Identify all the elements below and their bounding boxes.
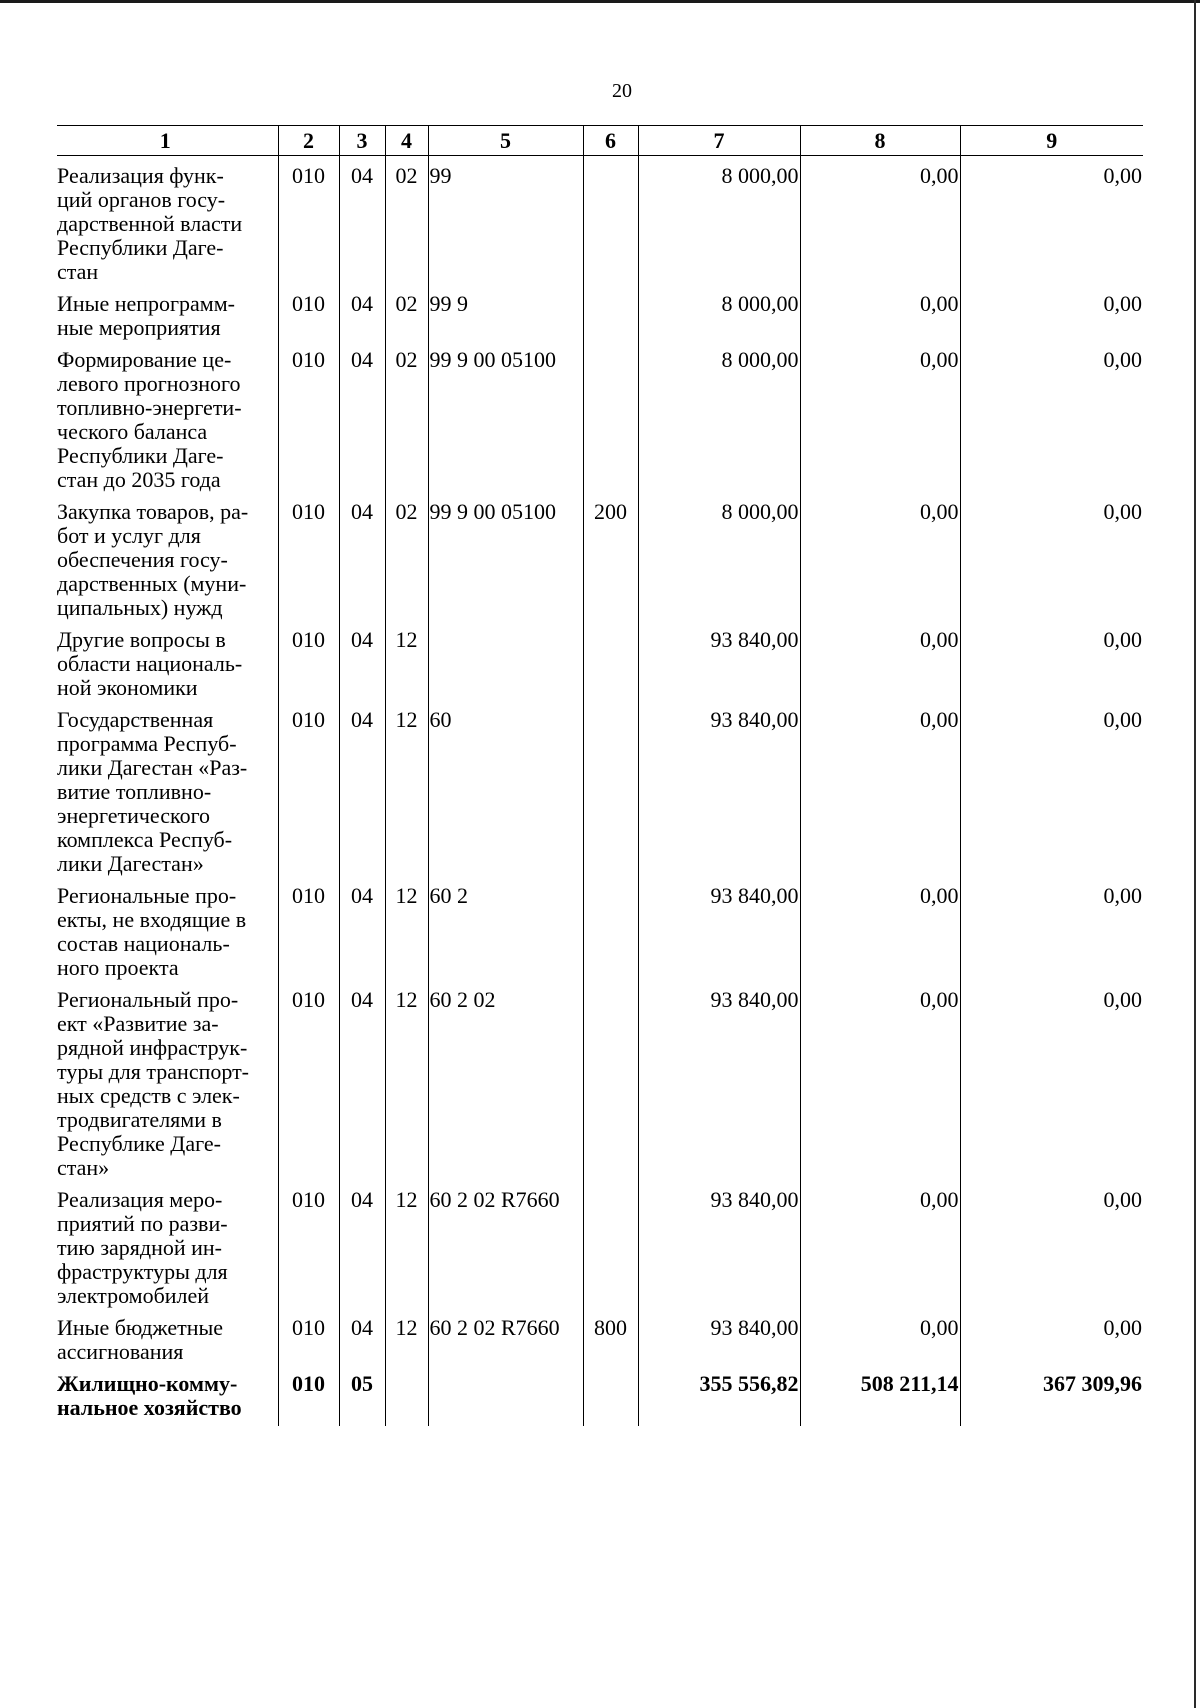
amount-cell-8: 0,00 bbox=[800, 620, 960, 700]
code-cell-2: 010 bbox=[278, 876, 339, 980]
row-name-cell: Формирование це- левого прогнозного топливно-энергети- ческого баланса Республики Даге- стан до 2035 года bbox=[57, 347, 242, 492]
expense-type-cell: 200 bbox=[583, 492, 638, 620]
expense-type-cell bbox=[583, 1180, 638, 1308]
section-cell: 04 bbox=[339, 284, 385, 340]
code-cell-2: 010 bbox=[278, 284, 339, 340]
amount-cell-7: 93 840,00 bbox=[638, 700, 800, 876]
row-name-cell: Реализация функ- ций органов госу- дарственной власти Республики Даге- стан bbox=[57, 163, 243, 284]
amount-cell-7: 8 000,00 bbox=[638, 156, 800, 285]
code-cell-2: 010 bbox=[278, 1308, 339, 1364]
table-row bbox=[57, 620, 1143, 700]
code-cell-2: 010 bbox=[278, 980, 339, 1180]
table-row bbox=[57, 492, 1143, 620]
amount-cell-8: 0,00 bbox=[800, 284, 960, 340]
subsection-cell: 12 bbox=[385, 700, 428, 876]
amount-cell-7: 93 840,00 bbox=[638, 1180, 800, 1308]
subsection-cell: 12 bbox=[385, 1180, 428, 1308]
target-article-cell: 60 2 02 bbox=[428, 980, 583, 1180]
row-name-cell: Закупка товаров, ра- бот и услуг для обеспечения госу- дарственных (муни- ципальных) нужд bbox=[57, 499, 249, 620]
amount-cell-8: 0,00 bbox=[800, 876, 960, 980]
target-article-cell: 99 9 00 05100 bbox=[428, 340, 583, 492]
target-article-cell: 99 bbox=[428, 156, 583, 285]
subsection-cell: 02 bbox=[385, 284, 428, 340]
subsection-cell: 02 bbox=[385, 156, 428, 285]
row-name-cell: Региональные про- екты, не входящие в состав националь- ного проекта bbox=[57, 883, 247, 980]
code-cell-2: 010 bbox=[278, 340, 339, 492]
subsection-cell bbox=[385, 1364, 428, 1426]
page-number: 20 bbox=[612, 80, 632, 102]
amount-cell-7: 8 000,00 bbox=[638, 492, 800, 620]
code-cell-2: 010 bbox=[278, 156, 339, 285]
row-name-cell: Иные бюджетные ассигнования bbox=[57, 1315, 224, 1364]
section-cell: 04 bbox=[339, 492, 385, 620]
target-article-cell: 60 2 bbox=[428, 876, 583, 980]
amount-cell-9: 0,00 bbox=[960, 1180, 1143, 1308]
scan-right-border bbox=[1194, 0, 1196, 1708]
table-row bbox=[57, 284, 1143, 340]
code-cell-2: 010 bbox=[278, 620, 339, 700]
amount-cell-7: 93 840,00 bbox=[638, 1308, 800, 1364]
amount-cell-7: 93 840,00 bbox=[638, 876, 800, 980]
amount-cell-9: 367 309,96 bbox=[960, 1364, 1143, 1426]
amount-cell-9: 0,00 bbox=[960, 620, 1143, 700]
amount-cell-7: 8 000,00 bbox=[638, 340, 800, 492]
col-header-6: 6 bbox=[583, 126, 638, 156]
col-header-5: 5 bbox=[428, 126, 583, 156]
budget-table bbox=[57, 125, 1143, 1426]
table-row bbox=[57, 1364, 1143, 1426]
amount-cell-9: 0,00 bbox=[960, 492, 1143, 620]
amount-cell-9: 0,00 bbox=[960, 1308, 1143, 1364]
row-name-cell: Государственная программа Респуб- лики Дагестан «Раз- витие топливно- энергетического комплекса Респуб- лики Дагестан» bbox=[57, 707, 248, 876]
amount-cell-9: 0,00 bbox=[960, 156, 1143, 285]
section-cell: 04 bbox=[339, 156, 385, 285]
col-header-1: 1 bbox=[57, 126, 278, 156]
amount-cell-8: 0,00 bbox=[800, 156, 960, 285]
col-header-3: 3 bbox=[339, 126, 385, 156]
table-row bbox=[57, 1308, 1143, 1364]
amount-cell-8: 0,00 bbox=[800, 1308, 960, 1364]
code-cell-2: 010 bbox=[278, 700, 339, 876]
expense-type-cell bbox=[583, 1364, 638, 1426]
target-article-cell: 99 9 bbox=[428, 284, 583, 340]
section-cell: 04 bbox=[339, 620, 385, 700]
amount-cell-9: 0,00 bbox=[960, 284, 1143, 340]
amount-cell-9: 0,00 bbox=[960, 980, 1143, 1180]
subsection-cell: 12 bbox=[385, 980, 428, 1180]
amount-cell-8: 0,00 bbox=[800, 340, 960, 492]
col-header-7: 7 bbox=[638, 126, 800, 156]
subsection-cell: 02 bbox=[385, 492, 428, 620]
table-body bbox=[57, 156, 1143, 1427]
amount-cell-9: 0,00 bbox=[960, 340, 1143, 492]
amount-cell-8: 0,00 bbox=[800, 1180, 960, 1308]
col-header-4: 4 bbox=[385, 126, 428, 156]
table-row bbox=[57, 1180, 1143, 1308]
code-cell-2: 010 bbox=[278, 1364, 339, 1426]
subsection-cell: 12 bbox=[385, 1308, 428, 1364]
amount-cell-7: 355 556,82 bbox=[638, 1364, 800, 1426]
code-cell-2: 010 bbox=[278, 492, 339, 620]
section-cell: 04 bbox=[339, 1308, 385, 1364]
table-row bbox=[57, 876, 1143, 980]
subsection-cell: 12 bbox=[385, 620, 428, 700]
row-name-cell: Жилищно-комму- нальное хозяйство bbox=[57, 1371, 242, 1420]
table-row bbox=[57, 700, 1143, 876]
expense-type-cell bbox=[583, 620, 638, 700]
expense-type-cell bbox=[583, 876, 638, 980]
col-header-8: 8 bbox=[800, 126, 960, 156]
amount-cell-8: 0,00 bbox=[800, 492, 960, 620]
section-cell: 05 bbox=[339, 1364, 385, 1426]
amount-cell-9: 0,00 bbox=[960, 700, 1143, 876]
col-header-9: 9 bbox=[960, 126, 1143, 156]
table-row bbox=[57, 980, 1143, 1180]
amount-cell-8: 0,00 bbox=[800, 700, 960, 876]
table-row bbox=[57, 340, 1143, 492]
target-article-cell: 60 bbox=[428, 700, 583, 876]
amount-cell-8: 508 211,14 bbox=[800, 1364, 960, 1426]
expense-type-cell: 800 bbox=[583, 1308, 638, 1364]
table-header-row bbox=[57, 126, 1143, 156]
target-article-cell: 60 2 02 R7660 bbox=[428, 1180, 583, 1308]
amount-cell-7: 93 840,00 bbox=[638, 620, 800, 700]
row-name-cell: Реализация меро- приятий по разви- тию зарядной ин- фраструктуры для электромобилей bbox=[57, 1187, 228, 1308]
expense-type-cell bbox=[583, 156, 638, 285]
col-header-2: 2 bbox=[278, 126, 339, 156]
code-cell-2: 010 bbox=[278, 1180, 339, 1308]
subsection-cell: 02 bbox=[385, 340, 428, 492]
amount-cell-7: 8 000,00 bbox=[638, 284, 800, 340]
expense-type-cell bbox=[583, 284, 638, 340]
target-article-cell bbox=[428, 1364, 583, 1426]
section-cell: 04 bbox=[339, 980, 385, 1180]
target-article-cell: 99 9 00 05100 bbox=[428, 492, 583, 620]
section-cell: 04 bbox=[339, 340, 385, 492]
expense-type-cell bbox=[583, 980, 638, 1180]
row-name-cell: Региональный про- ект «Развитие за- рядной инфраструк- туры для транспорт- ных средств с элек- тродвигателями в Республике Даге- стан» bbox=[57, 987, 250, 1180]
section-cell: 04 bbox=[339, 876, 385, 980]
section-cell: 04 bbox=[339, 700, 385, 876]
amount-cell-9: 0,00 bbox=[960, 876, 1143, 980]
row-name-cell: Иные непрограмм- ные мероприятия bbox=[57, 291, 235, 340]
scan-top-border bbox=[0, 0, 1200, 3]
expense-type-cell bbox=[583, 340, 638, 492]
amount-cell-8: 0,00 bbox=[800, 980, 960, 1180]
section-cell: 04 bbox=[339, 1180, 385, 1308]
subsection-cell: 12 bbox=[385, 876, 428, 980]
expense-type-cell bbox=[583, 700, 638, 876]
table-row bbox=[57, 156, 1143, 285]
amount-cell-7: 93 840,00 bbox=[638, 980, 800, 1180]
target-article-cell bbox=[428, 620, 583, 700]
target-article-cell: 60 2 02 R7660 bbox=[428, 1308, 583, 1364]
row-name-cell: Другие вопросы в области националь- ной экономики bbox=[57, 627, 243, 700]
